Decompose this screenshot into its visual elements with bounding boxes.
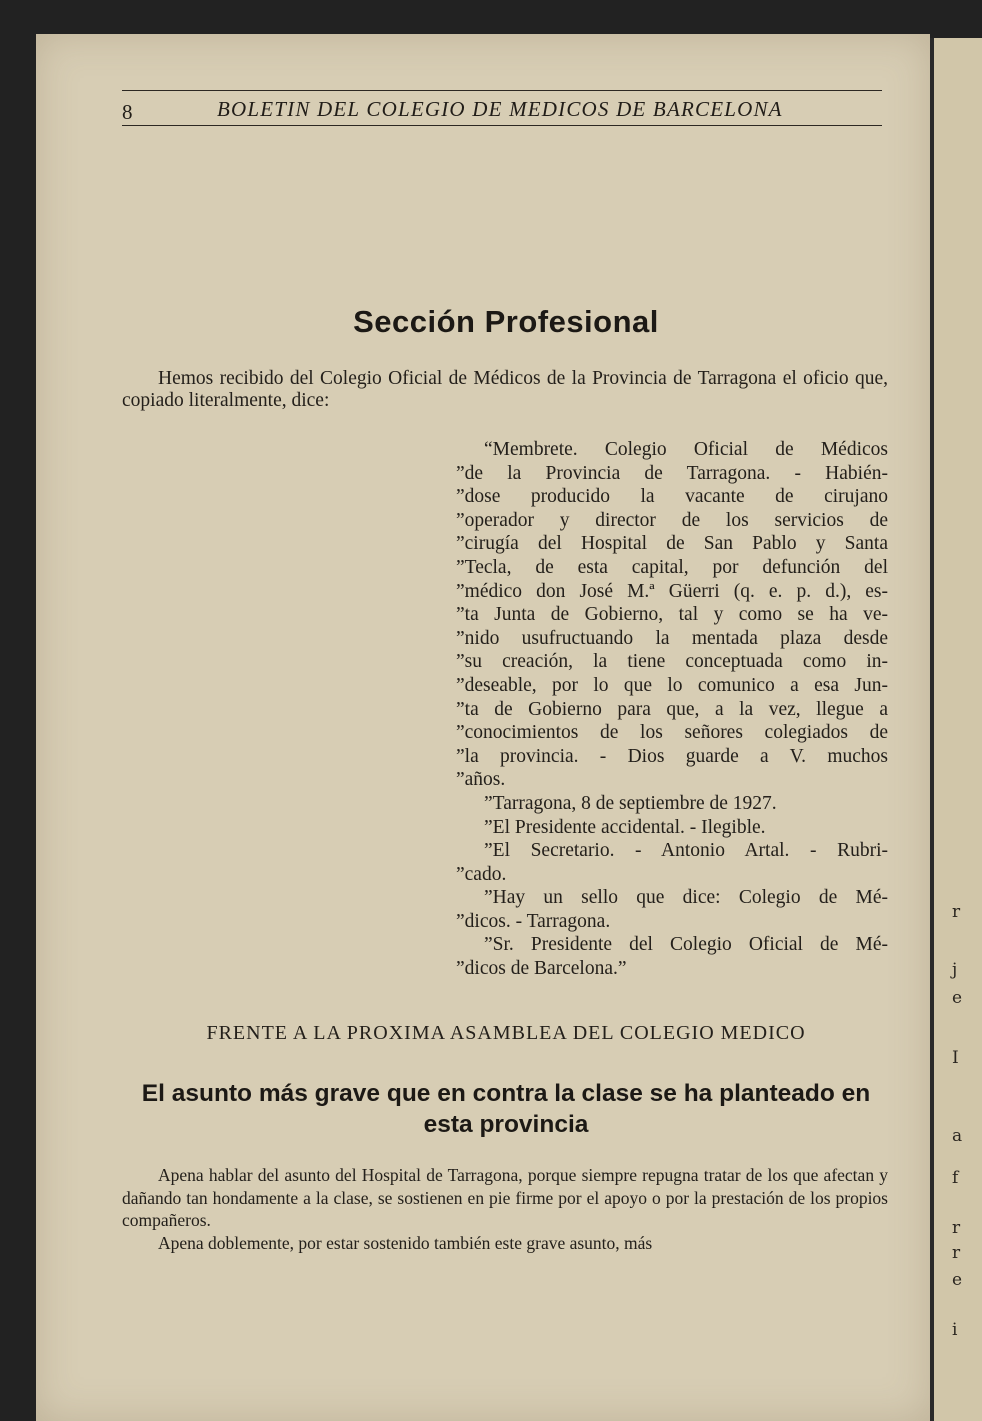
document-page xyxy=(36,34,930,1421)
quote-line: ”El Presidente accidental. - Ilegible. xyxy=(484,816,766,838)
quote-line: ”operador y director de los servicios de xyxy=(456,509,888,531)
quote-line: “Membrete. Colegio Oficial de Médicos xyxy=(484,439,888,460)
quote-line: ”ta de Gobierno para que, a la vez, llegue a xyxy=(456,698,888,720)
quote-line: ”años. xyxy=(456,769,506,791)
quote-line: ”Tecla, de esta capital, por defunción del xyxy=(456,556,888,578)
quote-line: ”Tarragona, 8 de septiembre de 1927. xyxy=(484,792,777,814)
body-paragraph: Apena hablar del asunto del Hospital de Tarragona, porque siempre repugna tratar de los que afectan y dañando tan hondamente a la clase, se sostienen en pie firme por el apoyo o por la prestación de los propios compañeros. xyxy=(122,1165,888,1230)
assembly-heading: FRENTE A LA PROXIMA ASAMBLEA DEL COLEGIO MEDICO xyxy=(206,1022,806,1044)
article-headline: El asunto más grave que en contra la clase se ha planteado en esta provincia xyxy=(141,1080,871,1138)
quote-line: ”conocimientos de los señores colegiados de xyxy=(456,722,888,744)
quote-line: ”deseable, por lo que lo comunico a esa Jun- xyxy=(456,674,888,696)
margin-letter: e xyxy=(952,1270,963,1290)
quote-line: ”dicos. - Tarragona. xyxy=(456,910,611,932)
adjacent-page xyxy=(930,38,982,1421)
quoted-letter xyxy=(456,438,888,981)
margin-letter: e xyxy=(952,988,963,1008)
quote-line: ”Sr. Presidente del Colegio Oficial de Mé- xyxy=(484,934,888,956)
margin-letter: r xyxy=(952,1243,961,1263)
margin-letter: r xyxy=(952,902,961,922)
margin-letter: a xyxy=(952,1126,963,1146)
quote-line: ”la provincia. - Dios guarde a V. muchos xyxy=(456,745,888,767)
quote-line: ”médico don José M.ª Güerri (q. e. p. d.), es- xyxy=(456,580,888,602)
body-paragraph: Apena doblemente, por estar sostenido también este grave asunto, más xyxy=(158,1232,653,1253)
quote-line: ”de la Provincia de Tarragona. - Habién- xyxy=(456,462,888,484)
quote-line: ”su creación, la tiene conceptuada como in- xyxy=(456,651,888,673)
margin-letter: I xyxy=(952,1048,959,1068)
article-body xyxy=(122,1164,888,1254)
margin-letter: i xyxy=(952,1320,958,1340)
page-number: 8 xyxy=(122,100,133,124)
quote-line: ”Hay un sello que dice: Colegio de Mé- xyxy=(484,887,888,909)
intro-paragraph: Hemos recibido del Colegio Oficial de Médicos de la Provincia de Tarragona el oficio que, copiado literalmente, dice: xyxy=(122,368,888,411)
margin-letter: r xyxy=(952,1218,961,1238)
margin-letter: j xyxy=(952,960,958,980)
quote-line: ”dicos de Barcelona.” xyxy=(456,958,627,980)
quote-line: ”nido usufructuando la mentada plaza desde xyxy=(456,627,888,649)
journal-title: BOLETIN DEL COLEGIO DE MEDICOS DE BARCELONA xyxy=(217,97,783,121)
quote-line: ”El Secretario. - Antonio Artal. - Rubri- xyxy=(484,840,888,862)
quote-line: ”cirugía del Hospital de San Pablo y Santa xyxy=(456,533,888,555)
margin-letter: f xyxy=(952,1168,959,1188)
quote-line: ”cado. xyxy=(456,863,507,885)
running-header xyxy=(122,90,882,126)
section-title: Sección Profesional xyxy=(353,304,659,339)
adjacent-page-margin-letters xyxy=(946,38,982,1421)
quote-line: ”ta Junta de Gobierno, tal y como se ha ve- xyxy=(456,604,888,626)
quote-line: ”dose producido la vacante de cirujano xyxy=(456,486,888,508)
